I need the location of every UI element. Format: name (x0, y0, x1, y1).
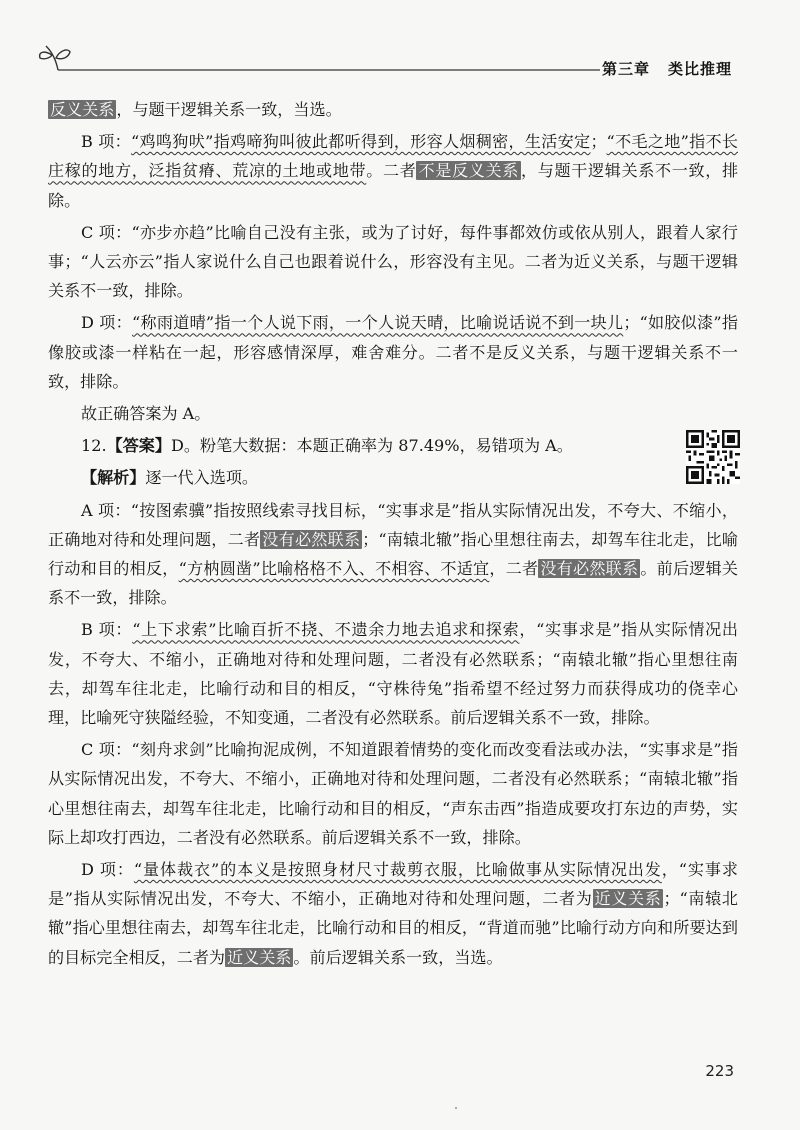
sprout-icon (40, 46, 70, 70)
highlight-not-antonym: 不是反义关系 (418, 161, 519, 181)
analysis-tag: 【解析】 (81, 468, 146, 488)
highlight-antonym: 反义关系 (50, 100, 115, 119)
qr-code-icon[interactable] (686, 430, 740, 484)
text: ，二者 (489, 559, 539, 579)
wavy-underline-text: “上下求索”比喻百折不挠、不遗余力地去追求和探索 (132, 620, 520, 640)
paragraph-q12-option-d (48, 855, 738, 972)
text: B 项： (81, 620, 133, 640)
chapter-title: 类比推理 (667, 60, 732, 78)
wavy-underline-text: “方枘圆凿”比喻格格不入、不相容、不适宜 (178, 559, 490, 579)
page-header (0, 0, 800, 90)
wavy-underline-text: “称雨道晴”指一个人说下雨，一个人说天晴，比喻说话说不到一块儿 (132, 313, 624, 333)
highlight-no-relation: 没有必然联系 (262, 529, 361, 549)
text: ； (590, 132, 607, 152)
paragraph-q12-option-c: C 项：“刻舟求剑”比喻拘泥成例，不知道跟着情势的变化而改变看法或办法，“实事求是”指从实际情况出发，不夸大、不缩小，正确地对待和处理问题，二者没有必然联系；“南辕北辙”指心里想往南去，却驾车往北走，比喻行动和目的相反，“声东击西”指造成要攻打东边的声势，实际上却攻打西边，二者没有必然联系。前后逻辑关系不一致，排除。 (48, 740, 738, 847)
text: A 项：“按图索骥”指按照线索寻找目标，“实事求是”指从实际情况出发，不夸大、不缩小，正确地对待和处理问题，二者 (48, 500, 738, 549)
text: ；“如胶似漆”指像胶或漆一样粘在一起，形容感情深厚，难舍难分。二者不是反义关系，与题干逻辑关系不一致，排除。 (48, 313, 738, 391)
highlight-synonym: 近义关系 (227, 947, 292, 967)
text: 。前后逻辑关系一致，当选。 (293, 947, 503, 967)
question-number: 12. (81, 436, 107, 456)
wavy-underline-text: “鸡鸣狗吠”指鸡啼狗叫彼此都听得到，形容人烟稠密，生活安定 (131, 132, 591, 152)
text: ，“实事求是”指从实际情况出发，不夸大、不缩小，正确地对待和处理问题，二者没有必然联系；“南辕北辙”指心里想往南去，却驾车往北走，比喻行动和目的相反，“守株待兔”指希望不经过努力而获得成功的侥幸心理，比喻死守狭隘经验，不知变通，二者没有必然联系。前后逻辑关系不一致，排除。 (48, 620, 738, 728)
paragraph-option-c: C 项：“亦步亦趋”比喻自己没有主张，或为了讨好，每件事都效仿或依从别人，跟着人家行事；“人云亦云”指人家说什么自己也跟着说什么，形容没有主见。二者为近义关系，与题干逻辑关系不一致，排除。 (48, 222, 738, 301)
answer-tag: 【答案】 (106, 436, 171, 456)
text: D 项： (81, 860, 134, 880)
chapter-number: 第三章 (601, 60, 650, 78)
paragraph-q12-option-b (48, 615, 738, 732)
paragraph-q12-answer (48, 431, 738, 460)
text: B 项： (81, 132, 132, 152)
wavy-underline-text: “不毛之地”指不长庄稼的地方，泛指贫瘠、荒凉的土地或地带 (48, 132, 738, 181)
text: ，与题干逻辑关系一致，当选。 (116, 100, 342, 119)
text: ；“南辕北辙”指心里想往南去，却驾车往北走，比喻行动和目的相反，“背道而驰”比喻行动方向和所要达到的目标完全相反，二者为 (48, 889, 738, 967)
page-content (48, 95, 738, 972)
paragraph-1 (48, 95, 738, 124)
chapter-heading (602, 58, 732, 79)
text: ；“南辕北辙”指心里想往南去，却驾车往北走，比喻行动和目的相反， (48, 529, 738, 579)
highlight-no-relation: 没有必然联系 (540, 559, 639, 579)
paragraph-answer-11: 故正确答案为 A。 (81, 404, 211, 424)
text: ，“实事求是”指从实际情况出发，不夸大、不缩小，正确地对待和处理问题，二者为 (48, 860, 738, 909)
highlight-synonym: 近义关系 (594, 889, 662, 909)
paragraph-option-b (48, 127, 738, 215)
text: D。粉笔大数据：本题正确率为 87.49%，易错项为 A。 (170, 436, 573, 456)
text: 。二者 (366, 161, 417, 181)
scan-speck (455, 1107, 457, 1109)
page-number: 223 (705, 1062, 734, 1080)
paragraph-q12-option-a (48, 496, 738, 613)
wavy-underline-text: “量体裁衣”的本义是按照身材尺寸裁剪衣服，比喻做事从实际情况出发 (133, 860, 662, 880)
paragraph-option-d (48, 308, 738, 396)
text: 逐一代入选项。 (145, 468, 259, 488)
text: 。前后逻辑关系不一致，排除。 (48, 559, 739, 608)
text: ，与题干逻辑关系不一致，排除。 (48, 161, 739, 210)
text: D 项： (81, 313, 132, 333)
paragraph-q12-analysis (48, 463, 738, 492)
